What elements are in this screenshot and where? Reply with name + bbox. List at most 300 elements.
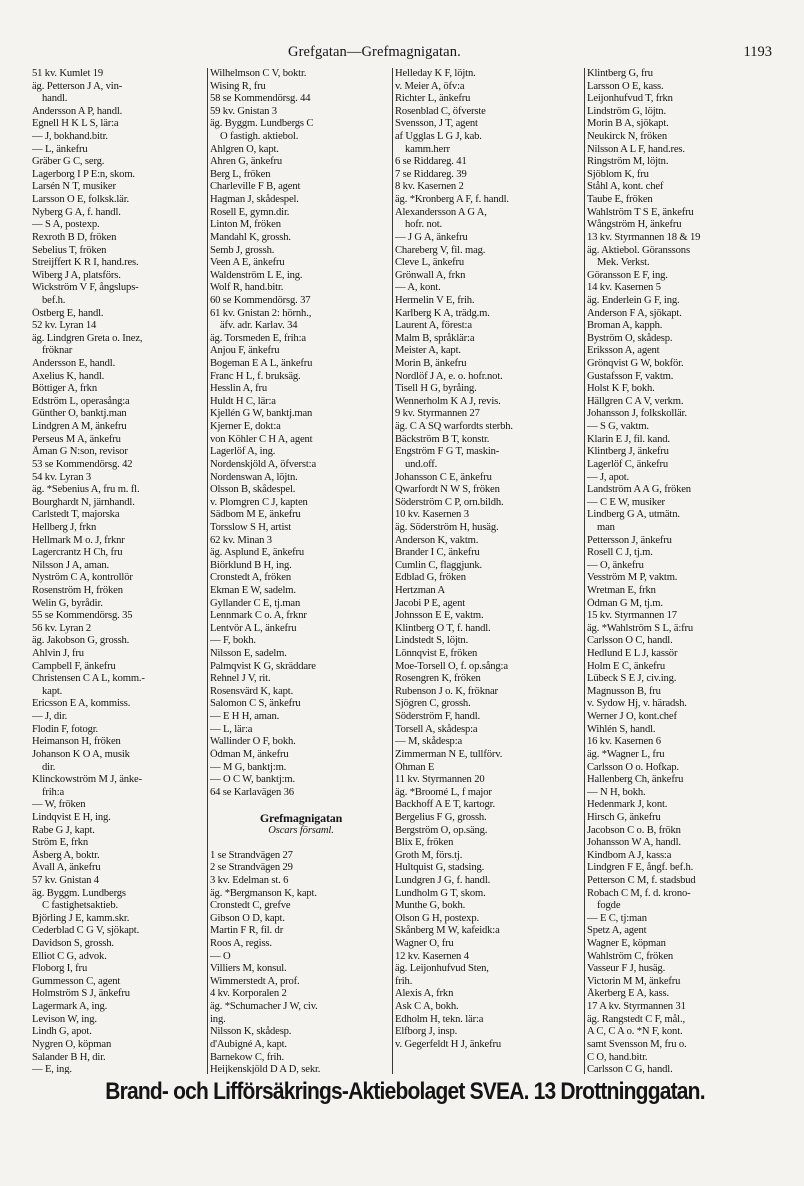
directory-entry: Lübeck S E J, civ.ing.	[587, 673, 677, 685]
directory-entry: Mek. Verkst.	[597, 257, 650, 269]
directory-entry: v. Sydow Hj, v. häradsh.	[587, 698, 687, 710]
directory-entry: 61 kv. Gnistan 2: hörnh.,	[210, 307, 312, 319]
directory-entry: äg. *Wagner L, fru	[587, 748, 665, 760]
directory-entry: Östberg E, handl.	[32, 307, 104, 319]
directory-entry: 16 kv. Kasernen 6	[587, 736, 661, 748]
directory-entry: O fastigh. aktiebol.	[220, 131, 299, 143]
directory-entry: Floborg I, fru	[32, 963, 88, 975]
directory-entry: Lundholm G T, skom.	[395, 887, 486, 899]
directory-entry: Gräber G C, serg.	[32, 156, 105, 168]
directory-entry: Hedenmark J, kont.	[587, 799, 668, 811]
directory-entry: Jacobson C o. B, frökn	[587, 824, 681, 836]
directory-entry: Johansson J, folkskollär.	[587, 408, 687, 420]
directory-entry: 1 se Strandvägen 27	[210, 849, 293, 861]
directory-entry: Rehnel J V, rit.	[210, 673, 271, 685]
directory-entry: Bergström O, op.säng.	[395, 824, 488, 836]
directory-entry: Wilhelmson C V, boktr.	[210, 68, 307, 79]
directory-entry: Lindh G, apot.	[32, 1026, 92, 1038]
directory-entry: — L, änkefru	[32, 143, 88, 155]
directory-entry: Heimanson H, fröken	[32, 736, 121, 748]
directory-entry: äg. Rangstedt C F, mål.,	[587, 1013, 685, 1025]
directory-entry: v. Meier A, öfv:a	[395, 80, 465, 92]
directory-entry: Ahren G, änkefru	[210, 156, 283, 168]
directory-entry: frih:a	[42, 786, 65, 798]
directory-entry: Grönwall A, frkn	[395, 269, 466, 281]
directory-entry: Byström O, skådesp.	[587, 332, 673, 344]
directory-entry: 57 kv. Gnistan 4	[32, 875, 99, 886]
directory-entry: Larsson O E, kass.	[587, 80, 664, 92]
directory-entry: äg. Byggm. Lundbergs	[32, 887, 126, 899]
directory-entry: Moe-Torsell O, f. op.sång:a	[395, 660, 508, 672]
directory-entry: Wiberg J A, platsförs.	[32, 269, 121, 281]
directory-entry: Johansson C E, änkefru	[395, 471, 492, 483]
directory-entry: Salander B H, dir.	[32, 1051, 106, 1063]
directory-entry: Klintberg G, fru	[587, 68, 653, 79]
directory-entry: Sjöblom K, fru	[587, 168, 649, 180]
directory-entry: Wihlén S, handl.	[587, 723, 656, 735]
directory-entry: Victorin M M, änkefru	[587, 975, 681, 987]
directory-entry: Broman A, kapph.	[587, 320, 663, 332]
directory-entry: Gyllander C E, tj.man	[210, 597, 301, 609]
directory-entry: dir.	[42, 761, 56, 773]
directory-entry: 51 kv. Kumlet 19	[32, 68, 104, 79]
directory-entry: 3 kv. Edelman st. 6	[210, 875, 289, 886]
directory-entry: Åkerberg E A, kass.	[587, 988, 669, 1000]
page-header	[0, 44, 804, 66]
directory-entry: — M G, banktj:m.	[210, 761, 287, 773]
directory-entry: 62 kv. Minan 3	[210, 534, 272, 546]
directory-entry: 52 kv. Lyran 14	[32, 320, 97, 332]
directory-column-1	[30, 68, 207, 1074]
directory-entry: Axelius K, handl.	[32, 370, 105, 382]
directory-entry: Larsson O E, folksk.lär.	[32, 194, 130, 206]
directory-entry: Johnsson E E, vaktm.	[395, 610, 484, 622]
section-subheading: Oscars församl.	[268, 824, 334, 836]
directory-entry: C fastighetsaktieb.	[42, 900, 118, 912]
directory-entry: Nilsson J A, aman.	[32, 559, 110, 571]
directory-entry: Ståhl A, kont. chef	[587, 181, 664, 193]
directory-entry: 58 se Kommendörsg. 44	[210, 93, 311, 105]
directory-entry: Rosengren K, fröken	[395, 673, 481, 685]
directory-entry: Torsell A, skådesp:a	[395, 723, 478, 735]
directory-entry: 11 kv. Styrmannen 20	[395, 774, 485, 786]
directory-entry: äg. Enderlein G F, ing.	[587, 294, 680, 306]
directory-entry: Munthe G, bokh.	[395, 900, 466, 912]
directory-entry: Bergelius F G, grossh.	[395, 811, 487, 823]
directory-entry: Hesslin A, fru	[210, 383, 268, 395]
directory-entry: — S A, postexp.	[32, 219, 100, 231]
directory-entry: Barnekow C, frih.	[210, 1051, 284, 1063]
directory-entry: Gibson O D, kapt.	[210, 912, 285, 924]
directory-column-4	[584, 68, 770, 1074]
directory-entry: von Köhler C H A, agent	[210, 433, 313, 445]
directory-entry: Johansson W A, handl.	[587, 837, 681, 849]
directory-entry: 59 kv. Gnistan 3	[210, 105, 277, 117]
directory-entry: Streijffert K R I, hand.res.	[32, 257, 139, 269]
directory-entry: Olson G H, postexp.	[395, 912, 479, 924]
directory-entry: Lagermark A, ing.	[32, 1001, 108, 1013]
directory-entry: 2 se Strandvägen 29	[210, 862, 293, 874]
directory-entry: Wickström V F, ångslups-	[32, 282, 139, 294]
directory-entry: Rubenson J o. K, fröknar	[395, 685, 498, 697]
directory-entry: Lindberg G A, utmätn.	[587, 509, 680, 521]
directory-entry: Morin B A, sjökapt.	[587, 118, 669, 130]
directory-entry: Nyström C A, kontrollör	[32, 572, 133, 584]
directory-entry: Jacobi P E, agent	[395, 597, 466, 609]
directory-entry: 10 kv. Kasernen 3	[395, 509, 469, 521]
directory-entry: äg. *Bergmanson K, kapt.	[210, 887, 317, 899]
directory-entry: Wallinder O F, bokh.	[210, 736, 296, 748]
directory-column-2	[207, 68, 392, 1074]
directory-entry: kapt.	[42, 685, 63, 697]
directory-entry: Zimmerman N E, tullförv.	[395, 748, 503, 760]
directory-entry: äg. Asplund E, änkefru	[210, 547, 305, 559]
directory-entry: Ringström M, löjtn.	[587, 156, 669, 168]
directory-entry: 7 se Riddareg. 39	[395, 168, 467, 180]
directory-entry: äg. *Kronberg A F, f. handl.	[395, 194, 509, 206]
directory-entry: Elliot C G, advok.	[32, 950, 107, 962]
directory-entry: Qwarfordt N W S, fröken	[395, 484, 500, 496]
directory-entry: Mandahl K, grossh.	[210, 231, 291, 243]
directory-entry: A C, C A o. *N F, kont.	[587, 1026, 683, 1038]
directory-entry: Nordlöf J A, e. o. hofr.not.	[395, 370, 503, 382]
directory-entry: Nilsson A L F, hand.res.	[587, 143, 685, 155]
directory-entry: äg. Torsmeden E, frih:a	[210, 332, 306, 344]
directory-entry: Hellberg J, frkn	[32, 521, 97, 533]
directory-entry: Holm E C, änkefru	[587, 660, 666, 672]
directory-entry: Bourghardt N, järnhandl.	[32, 496, 135, 508]
directory-entry: Groth M, förs.tj.	[395, 849, 463, 861]
directory-entry: samt Svensson M, fru o.	[587, 1038, 687, 1050]
directory-entry: — M, skådesp:a	[395, 736, 463, 748]
directory-entry: Wising R, fru	[210, 80, 266, 92]
directory-entry: Helleday K F, löjtn.	[395, 68, 476, 79]
directory-entry: Nygren O, köpman	[32, 1038, 112, 1050]
directory-columns	[30, 68, 770, 1074]
directory-entry: Åman G N:son, revisor	[32, 446, 128, 458]
directory-entry: Rosell C J, tj.m.	[587, 547, 653, 559]
directory-entry: Nilsson K, skådesp.	[210, 1026, 292, 1038]
directory-entry: 15 kv. Styrmannen 17	[587, 610, 677, 622]
directory-entry: Hällgren C A V, verkm.	[587, 395, 684, 407]
directory-entry: Hellmark M o. J, frknr	[32, 534, 125, 546]
directory-entry: Svensson, J T, agent	[395, 118, 478, 130]
directory-entry: v. Gegerfeldt H J, änkefru	[395, 1038, 502, 1050]
directory-entry: — L, lär:a	[210, 723, 253, 735]
directory-entry: Bäckström B T, konstr.	[395, 433, 490, 445]
directory-entry: äg. Aktiebol. Göranssons	[587, 244, 690, 256]
directory-entry: Göransson E F, ing.	[587, 269, 668, 281]
directory-entry: 6 se Riddareg. 41	[395, 156, 467, 168]
directory-entry: Sjögren C, grossh.	[395, 698, 471, 710]
directory-entry: Ericsson E A, kommiss.	[32, 698, 131, 710]
directory-entry: Skånberg M W, kafeidk:a	[395, 925, 500, 937]
directory-entry: Magnusson B, fru	[587, 685, 661, 697]
directory-entry: hofr. not.	[405, 219, 443, 231]
directory-entry: Holst K F, bokh.	[587, 383, 655, 395]
directory-entry: Lagerborg I P E:n, skom.	[32, 168, 135, 180]
advertisement-footer: Brand- och Lifförsäkrings-Aktiebolaget SVEA. 13 Drottninggatan.	[105, 1078, 705, 1105]
directory-entry: Elfborg J, insp.	[395, 1026, 458, 1038]
directory-entry: Eriksson A, agent	[587, 345, 660, 357]
directory-entry: Wångström H, änkefru	[587, 219, 682, 231]
directory-entry: Gummesson C, agent	[32, 975, 121, 987]
directory-entry: Anderson F A, sjökapt.	[587, 307, 682, 319]
directory-entry: 54 kv. Lyran 3	[32, 471, 91, 483]
directory-entry: Berg L, fröken	[210, 168, 271, 180]
directory-entry: d'Aubigné A, kapt.	[210, 1038, 287, 1050]
directory-entry: Günther O, banktj.man	[32, 408, 127, 420]
directory-entry: Johanson K O A, musik	[32, 748, 130, 760]
directory-entry: und.off.	[405, 458, 438, 470]
directory-entry: Veen A E, änkefru	[210, 257, 285, 269]
directory-entry: Lagercrantz H Ch, fru	[32, 547, 123, 559]
directory-entry: Andersson E, handl.	[32, 358, 116, 370]
directory-entry: — E H H, aman.	[210, 711, 280, 723]
directory-entry: 53 se Kommendörsg. 42	[32, 458, 133, 470]
directory-entry: fogde	[597, 900, 621, 912]
directory-entry: Hermelin V E, frih.	[395, 294, 475, 306]
directory-entry: Wennerholm K A J, revis.	[395, 395, 501, 407]
directory-entry: Cumlin C, flaggjunk.	[395, 559, 483, 571]
directory-entry: af Ugglas L G J, kab.	[395, 131, 482, 143]
directory-entry: Edholm H, tekn. lär:a	[395, 1013, 484, 1025]
directory-entry: Rabe G J, kapt.	[32, 824, 95, 836]
directory-entry: äg. C A SQ warfordts sterbh.	[395, 421, 513, 433]
directory-entry: Hertzman A	[395, 584, 445, 596]
directory-entry: Lennmark C o. A, frknr	[210, 610, 307, 622]
directory-entry: Grönqvist G W, bokför.	[587, 358, 684, 370]
directory-entry: Roos A, regiss.	[210, 938, 272, 950]
directory-entry: Ekman E W, sadelm.	[210, 584, 296, 596]
directory-entry: Ström E, frkn	[32, 837, 89, 849]
directory-entry: Lindstedt S, löjtn.	[395, 635, 469, 647]
directory-entry: äg. Leijonhufvud Sten,	[395, 963, 489, 975]
directory-entry: Lagerlöf C, änkefru	[587, 458, 668, 470]
directory-entry: äg. Petterson J A, vin-	[32, 80, 123, 92]
directory-entry: Tisell H G, byråing.	[395, 383, 477, 395]
page-number: 1193	[743, 44, 772, 60]
directory-entry: Richter L, änkefru	[395, 93, 471, 105]
directory-entry: Carlsson O o. Hofkap.	[587, 761, 679, 773]
directory-entry: 60 se Kommendörsg. 37	[210, 294, 311, 306]
directory-entry: Ahlgren O, kapt.	[210, 143, 279, 155]
directory-entry: Wolf R, hand.bitr.	[210, 282, 284, 294]
directory-entry: — O, änkefru	[587, 559, 644, 571]
directory-entry: Ahlvin J, fru	[32, 648, 84, 660]
directory-entry: Klintberg J, änkefru	[587, 446, 669, 458]
directory-entry: Edström L, operasång:a	[32, 395, 130, 407]
directory-entry: ing.	[210, 1013, 226, 1025]
directory-entry: Petterson C M, f. stadsbud	[587, 875, 696, 886]
directory-entry: — C E W, musiker	[587, 496, 665, 508]
directory-entry: 13 kv. Styrmannen 18 & 19	[587, 231, 701, 243]
directory-entry: Anjou F, änkefru	[210, 345, 280, 357]
directory-entry: Morin B, änkefru	[395, 358, 467, 370]
directory-entry: Kjerner E, dokt:a	[210, 421, 281, 433]
directory-entry: 17 A kv. Styrmannen 31	[587, 1001, 686, 1013]
directory-entry: Torsslow S H, artist	[210, 521, 292, 533]
directory-entry: Sädbom M E, änkefru	[210, 509, 301, 521]
directory-entry: Pettersson J, änkefru	[587, 534, 672, 546]
directory-entry: Flodin F, fotogr.	[32, 723, 99, 735]
directory-entry: — O C W, banktj:m.	[210, 774, 295, 786]
directory-entry: — N H, bokh.	[587, 786, 646, 798]
directory-entry: Andersson A P, handl.	[32, 105, 123, 117]
directory-entry: Olsson B, skådespel.	[210, 484, 296, 496]
directory-entry: — E C, tj:man	[587, 912, 647, 924]
directory-entry: Landström A A G, fröken	[587, 484, 691, 496]
directory-entry: 4 kv. Korporalen 2	[210, 988, 287, 1000]
directory-entry: äg. Byggm. Lundbergs C	[210, 118, 314, 130]
directory-entry: Robach C M, f. d. krono-	[587, 887, 691, 899]
directory-entry: Wahlström C, fröken	[587, 950, 674, 962]
directory-entry: Christensen C A L, komm.-	[32, 673, 145, 685]
directory-entry: 12 kv. Kasernen 4	[395, 950, 469, 962]
directory-entry: Hirsch G, änkefru	[587, 811, 661, 823]
directory-entry: — J G A, änkefru	[395, 231, 468, 243]
directory-entry: Engström F G T, maskin-	[395, 446, 500, 458]
directory-entry: Lundgren J G, f. handl.	[395, 875, 491, 886]
directory-entry: Campbell F, änkefru	[32, 660, 116, 672]
directory-entry: Semb J, grossh.	[210, 244, 275, 256]
directory-entry: v. Plomgren C J, kapten	[210, 496, 308, 508]
directory-entry: äg. *Sebenius A, fru m. fl.	[32, 484, 140, 496]
directory-entry: Cleve L, änkefru	[395, 257, 465, 269]
directory-entry: Söderström C P, orn.bildh.	[395, 496, 504, 508]
directory-entry: Egnell H K L S, lär:a	[32, 118, 119, 130]
directory-entry: handl.	[42, 93, 68, 105]
directory-entry: 56 kv. Lyran 2	[32, 622, 91, 634]
directory-entry: Charleville F B, agent	[210, 181, 301, 193]
directory-entry: Nyberg G A, f. handl.	[32, 206, 121, 218]
directory-entry: Spetz A, agent	[587, 925, 647, 937]
directory-entry: Wahlström T S E, änkefru	[587, 206, 694, 218]
directory-entry: 64 se Karlavägen 36	[210, 786, 294, 798]
directory-entry: — J, apot.	[587, 471, 630, 483]
directory-entry: Rosensvärd K, kapt.	[210, 685, 294, 697]
directory-column-3	[392, 68, 584, 1074]
directory-entry: Åvall A, änkefru	[32, 862, 101, 874]
directory-entry: Öhman E	[395, 761, 435, 773]
directory-entry: Åsberg A, boktr.	[32, 849, 100, 861]
directory-entry: Kjellén G W, banktj.man	[210, 408, 313, 420]
directory-entry: Klintberg O T, f. handl.	[395, 622, 491, 634]
directory-entry: Perseus M A, änkefru	[32, 433, 121, 445]
directory-entry: Waldenström L E, ing.	[210, 269, 303, 281]
directory-entry: Gustafsson F, vaktm.	[587, 370, 674, 382]
directory-entry: man	[597, 521, 615, 533]
directory-entry: Söderström F, handl.	[395, 711, 481, 723]
directory-entry: äg. *Wahlström S L, ä:fru	[587, 622, 694, 634]
directory-entry: Alexandersson A G A,	[395, 206, 487, 218]
directory-entry: C O, hand.bitr.	[587, 1051, 648, 1063]
directory-entry: Alexis A, frkn	[395, 988, 454, 1000]
directory-entry: Villiers M, konsul.	[210, 963, 287, 975]
directory-entry: Franc H L, f. bruksäg.	[210, 370, 301, 382]
directory-entry: Martin F R, fil. dr	[210, 925, 284, 937]
directory-entry: Ödman G M, tj.m.	[587, 597, 663, 609]
directory-entry: Huldt H C, lär:a	[210, 395, 276, 407]
directory-entry: Malm B, språklär:a	[395, 332, 475, 344]
directory-entry: äg. Lindgren Greta o. Inez,	[32, 332, 143, 344]
directory-entry: Lentvör A L, änkefru	[210, 622, 297, 634]
directory-entry: Chareberg V, fil. mag.	[395, 244, 486, 256]
directory-entry: äg. Söderström H, husäg.	[395, 521, 499, 533]
directory-entry: Lindgren A M, änkefru	[32, 421, 127, 433]
directory-entry: Palmqvist K G, skräddare	[210, 660, 316, 672]
directory-entry: Wagner O, fru	[395, 938, 454, 950]
directory-entry: Levison W, ing.	[32, 1013, 97, 1025]
directory-entry: Björling J E, kamm.skr.	[32, 912, 130, 924]
directory-entry: Blix E, fröken	[395, 837, 454, 849]
directory-entry: Nordenswan A, löjtn.	[210, 471, 298, 483]
directory-entry: Werner J O, kont.chef	[587, 711, 677, 723]
directory-entry: — E, ing.	[32, 1064, 72, 1074]
directory-entry: 9 kv. Styrmannen 27	[395, 408, 480, 420]
directory-entry: äg. Jakobson G, grossh.	[32, 635, 130, 647]
directory-entry: Cederblad C G V, sjökapt.	[32, 925, 140, 937]
directory-entry: bef.h.	[42, 294, 66, 306]
directory-entry: äg. *Broomé L, f major	[395, 786, 492, 798]
directory-entry: Linton M, fröken	[210, 219, 281, 231]
directory-entry: Carlsson C G, handl.	[587, 1064, 673, 1074]
directory-entry: Holmström S J, änkefru	[32, 988, 130, 1000]
directory-entry: — J, bokhand.bitr.	[32, 131, 108, 143]
directory-entry: Wagner E, köpman	[587, 938, 666, 950]
directory-entry: Hultquist G, stadsing.	[395, 862, 485, 874]
directory-entry: Lagerlöf A, ing.	[210, 446, 276, 458]
directory-entry: Larsén N T, musiker	[32, 181, 116, 193]
directory-entry: Biörklund B H, ing.	[210, 559, 292, 571]
directory-entry: Salomon C S, änkefru	[210, 698, 301, 710]
directory-entry: 55 se Kommendörsg. 35	[32, 610, 133, 622]
directory-entry: Backhoff A E T, kartogr.	[395, 799, 495, 811]
directory-entry: Wretman E, frkn	[587, 584, 656, 596]
directory-entry: Hedlund E L J, kassör	[587, 648, 678, 660]
directory-entry: Karlberg K A, trädg.m.	[395, 307, 490, 319]
directory-entry: — A, kont.	[395, 282, 441, 294]
directory-entry	[210, 837, 392, 850]
directory-entry: Davidson S, grossh.	[32, 938, 114, 950]
directory-entry: Sebelius T, fröken	[32, 244, 107, 256]
directory-entry: frih.	[395, 975, 413, 987]
directory-entry	[210, 799, 392, 812]
directory-entry: — S G, vaktm.	[587, 421, 649, 433]
directory-entry: Anderson K, vaktm.	[395, 534, 479, 546]
directory-entry: Heijkenskjöld D A D, sekr.	[210, 1064, 321, 1074]
directory-entry: Cronstedt A, fröken	[210, 572, 292, 584]
directory-entry: 8 kv. Kasernen 2	[395, 181, 464, 193]
directory-entry: Rosell E, gymn.dir.	[210, 206, 290, 218]
directory-entry: äg. *Schumacher J W, civ.	[210, 1001, 318, 1013]
section-heading: Grefmagnigatan	[259, 811, 343, 825]
directory-entry: Ödman M, änkefru	[210, 748, 289, 760]
directory-entry: Vesström M P, vaktm.	[587, 572, 678, 584]
directory-entry: Welin G, byrådir.	[32, 597, 103, 609]
directory-entry: Brander I C, änkefru	[395, 547, 480, 559]
directory-entry: Vasseur F J, husäg.	[587, 963, 666, 975]
directory-entry: 14 kv. Kasernen 5	[587, 282, 661, 294]
directory-entry: Kindbom A J, kass:a	[587, 849, 672, 861]
directory-entry: Klarin E J, fil. kand.	[587, 433, 670, 445]
directory-entry: Bogeman E A L, änkefru	[210, 358, 313, 370]
directory-entry: Lindqvist E H, ing.	[32, 811, 111, 823]
page-title: Grefgatan—Grefmagnigatan.	[288, 44, 461, 60]
directory-entry: Lindgren F E, ångf. bef.h.	[587, 862, 694, 874]
directory-entry: — W, fröken	[32, 799, 86, 811]
directory-entry: Neukirck N, fröken	[587, 131, 667, 143]
